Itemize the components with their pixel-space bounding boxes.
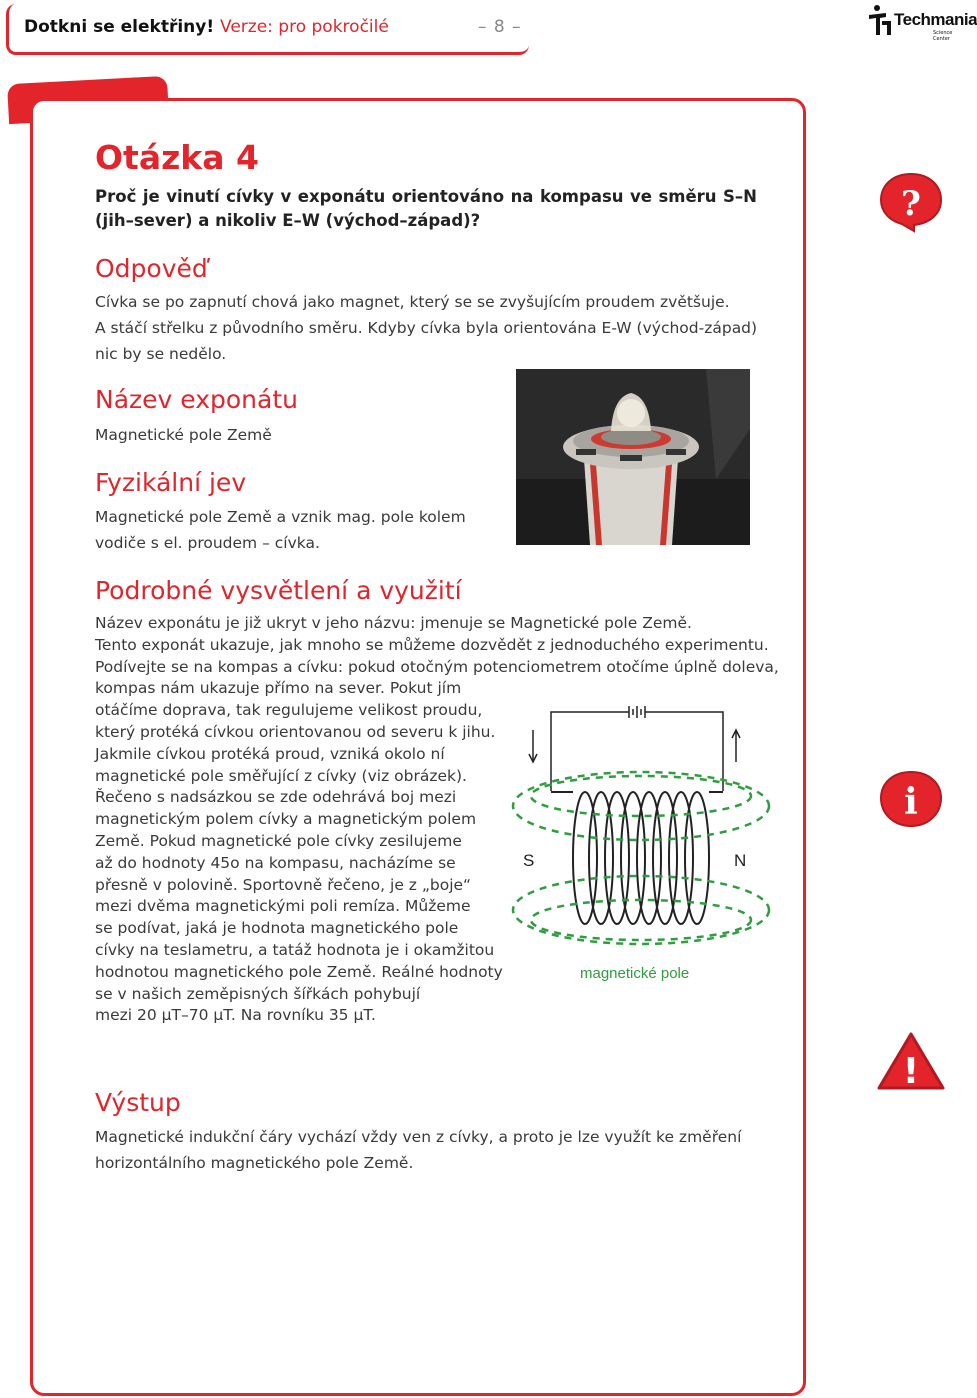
detail-heading: Podrobné vysvětlení a využití	[95, 576, 462, 605]
version-label: Verze: pro pokročilé	[220, 17, 389, 37]
output-heading: Výstup	[95, 1088, 181, 1117]
label-s: S	[523, 851, 535, 870]
document-title: Dotkni se elektřiny!	[24, 17, 215, 37]
phenomenon-heading: Fyzikální jev	[95, 468, 247, 497]
detail-line: který protéká cívkou orientovanou od severu k jihu.	[95, 722, 496, 741]
detail-line: otáčíme doprava, tak regulujeme velikost proudu,	[95, 701, 483, 720]
detail-line: se v našich zeměpisných šířkách pohybují	[95, 984, 421, 1003]
detail-line: se podívat, jaká je hodnota magnetického pole	[95, 919, 459, 938]
coil-diagram	[505, 696, 805, 996]
detail-line: Podívejte se na kompas a cívku: pokud otočným potenciometrem otočíme úplně doleva,	[95, 657, 779, 676]
detail-line: mezi 20 μT–70 μT. Na rovníku 35 μT.	[95, 1006, 376, 1025]
detail-line: magnetické pole směřující z cívky (viz obrázek).	[95, 766, 467, 785]
question-heading: Otázka 4	[95, 138, 259, 177]
logo-name: Techmania	[894, 10, 977, 29]
detail-line: mezi dvěma magnetickými poli remíza. Můžeme	[95, 897, 471, 916]
question-icon	[878, 170, 944, 232]
answer-line: A stáčí střelku z původního směru. Kdyby cívka byla orientována E-W (východ-západ)	[95, 319, 758, 337]
detail-line: cívky na teslametru, a tatáž hodnota je i okamžitou	[95, 940, 495, 959]
warning-icon	[876, 1030, 946, 1092]
detail-line: Řečeno s nadsázkou se zde odehrává boj mezi	[95, 788, 457, 807]
detail-line: Tento exponát ukazuje, jak mnoho se můžeme dozvědět z jednoduchého experimentu.	[95, 635, 769, 654]
detail-line: Jakmile cívkou protéká proud, vzniká okolo ní	[95, 744, 445, 763]
info-icon	[878, 768, 944, 830]
page-number: – 8 –	[478, 17, 522, 37]
detail-line: až do hodnoty 45o na kompasu, nacházíme se	[95, 853, 456, 872]
info-glyph: i	[904, 781, 918, 823]
phenomenon-line: Magnetické pole Země a vznik mag. pole kolem	[95, 508, 466, 526]
detail-line: Název exponátu je již ukryt v jeho názvu: jmenuje se Magnetické pole Země.	[95, 614, 692, 632]
detail-line: kompas nám ukazuje přímo na sever. Pokut jím	[95, 679, 462, 698]
detail-line: hodnotou magnetického pole Země. Reálné hodnoty	[95, 962, 503, 981]
answer-heading: Odpověď	[95, 254, 208, 283]
header-title	[24, 17, 389, 37]
exhibit-photo	[516, 369, 750, 545]
answer-line: Cívka se po zapnutí chová jako magnet, který se se zvyšujícím proudem zvětšuje.	[95, 293, 730, 311]
warning-glyph: !	[902, 1051, 920, 1092]
question-glyph: ?	[901, 184, 921, 224]
detail-line: magnetickým polem cívky a magnetickým polem	[95, 810, 477, 829]
phenomenon-line: vodiče s el. proudem – cívka.	[95, 534, 320, 552]
field-lines	[513, 772, 769, 944]
detail-line: Země. Pokud magnetické pole cívky zesilujeme	[95, 831, 462, 850]
logo-subtitle: Science Center	[933, 30, 953, 42]
answer-line: nic by se nedělo.	[95, 345, 227, 363]
exhibit-name-text: Magnetické pole Země	[95, 426, 272, 444]
output-line: horizontálního magnetického pole Země.	[95, 1154, 414, 1172]
question-text: Proč je vinutí cívky v exponátu orientováno na kompasu ve směru S–N (jih–sever) a nikoliv E–W (východ–západ)?	[95, 187, 757, 230]
output-line: Magnetické indukční čáry vychází vždy ven z cívky, a proto je lze využít ke změření	[95, 1128, 742, 1146]
field-caption: magnetické pole	[580, 965, 690, 982]
label-n: N	[734, 851, 747, 870]
detail-line: přesně v polovině. Sportovně řečeno, je z „boje“	[95, 875, 472, 894]
exhibit-name-heading: Název exponátu	[95, 385, 298, 414]
